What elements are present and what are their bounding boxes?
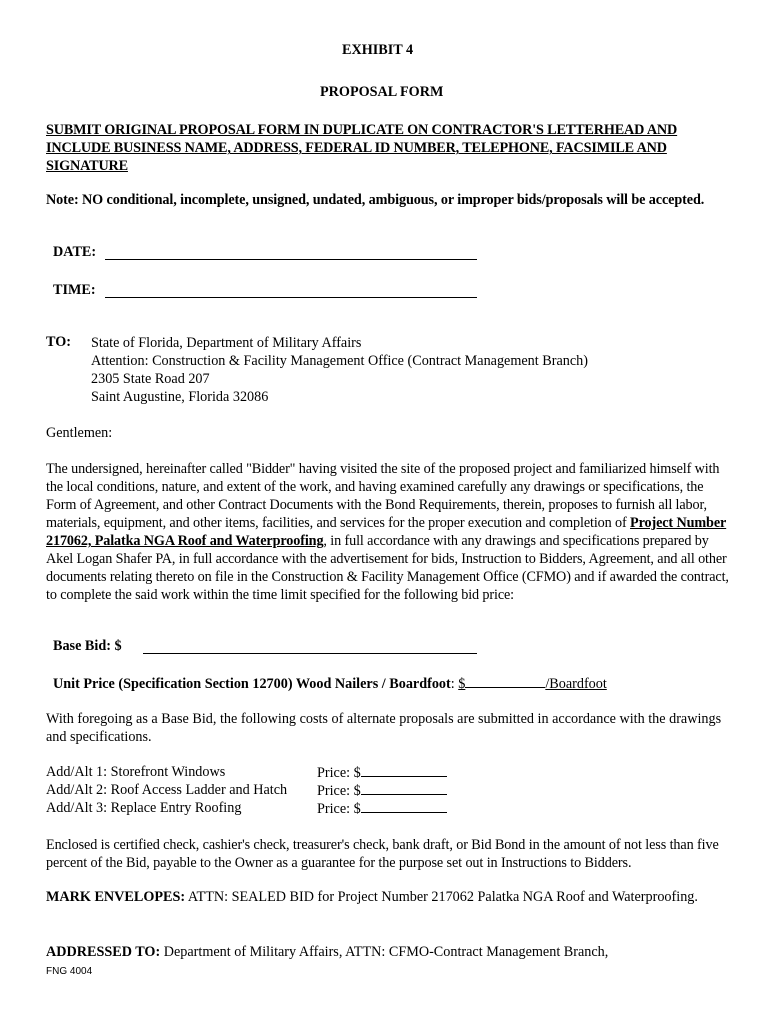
- bid-acceptance-note: Note: NO conditional, incomplete, unsigned, undated, ambiguous, or improper bids/proposals will be accepted.: [46, 192, 705, 208]
- alternate-2-price-field[interactable]: [361, 782, 447, 795]
- time-field[interactable]: [105, 297, 477, 298]
- form-number: FNG 4004: [46, 966, 93, 977]
- date-field[interactable]: [105, 259, 477, 260]
- alternate-2-price: [317, 782, 447, 800]
- addressed-to: [46, 943, 736, 961]
- unit-price-field[interactable]: [465, 675, 545, 688]
- proposal-form-title: PROPOSAL FORM: [320, 84, 444, 100]
- to-label: TO:: [46, 334, 71, 350]
- addressed-to-label: ADDRESSED TO:: [46, 944, 161, 960]
- salutation: Gentlemen:: [46, 425, 113, 441]
- base-bid-label: Base Bid: $: [53, 638, 122, 654]
- alternate-1-price-field[interactable]: [361, 764, 447, 777]
- alternate-1-name: Add/Alt 1: Storefront Windows: [46, 764, 226, 780]
- date-label: DATE:: [53, 244, 97, 260]
- submission-instruction: SUBMIT ORIGINAL PROPOSAL FORM IN DUPLICATE ON CONTRACTOR'S LETTERHEAD AND INCLUDE BUSINESS NAME, ADDRESS, FEDERAL ID NUMBER, TELEPHONE, FACSIMILE AND SIGNATURE: [46, 122, 678, 174]
- address-line-4: Saint Augustine, Florida 32086: [91, 389, 269, 405]
- address-line-1: State of Florida, Department of Military Affairs: [91, 335, 362, 351]
- alternates-intro: With foregoing as a Base Bid, the following costs of alternate proposals are submitted in accordance with the drawings and specifications.: [46, 711, 722, 745]
- unit-price-colon: :: [450, 676, 459, 692]
- alternate-2-name: Add/Alt 2: Roof Access Ladder and Hatch: [46, 782, 288, 798]
- alternate-1-price: [317, 764, 447, 782]
- address-line-3: 2305 State Road 207: [91, 371, 210, 387]
- exhibit-heading: EXHIBIT 4: [342, 42, 414, 58]
- unit-price-currency: $: [458, 676, 466, 692]
- mark-envelopes-label: MARK ENVELOPES:: [46, 889, 186, 905]
- bidder-statement-part-1: The undersigned, hereinafter called "Bidder" having visited the site of the proposed project and familiarized himself with the local conditions, nature, and extent of the work, and having examined carefully any drawings or specifications, the Form of Agreement, and other Contract Documents with the Bond Requirements, therein, proposes to furnish all labor, materials, equipment, and other items, facilities, and services for the proper execution and completion of: [46, 461, 720, 531]
- address-line-2: Attention: Construction & Facility Management Office (Contract Management Branch): [91, 353, 588, 369]
- alternate-3-price-field[interactable]: [361, 800, 447, 813]
- unit-price-suffix: /Boardfoot: [545, 676, 607, 692]
- base-bid-field[interactable]: [143, 653, 477, 654]
- time-label: TIME:: [53, 282, 96, 298]
- alternate-3-price: [317, 800, 447, 818]
- alternate-2-price-label: Price: $: [317, 783, 361, 799]
- addressed-to-text: Department of Military Affairs, ATTN: CFMO-Contract Management Branch,: [160, 944, 609, 960]
- bidder-statement-part-2: , in full accordance with any drawings and specifications prepared by Akel Logan Shafer PA, in full accordance with the advertisement for bids, Instruction to Bidders, Agreement, and all other documents relating thereto on file in the Construction & Facility Management Office (CFMO) and if awarded the contract, to complete the said work within the time limit specified for the following bid price:: [46, 533, 729, 603]
- bidder-statement: [46, 460, 736, 604]
- alternate-1-price-label: Price: $: [317, 765, 361, 781]
- project-name: Project Number 217062, Palatka NGA Roof and Waterproofing: [46, 515, 727, 549]
- alternate-3-name: Add/Alt 3: Replace Entry Roofing: [46, 800, 242, 816]
- alternate-3-price-label: Price: $: [317, 801, 361, 817]
- unit-price-label: Unit Price (Specification Section 12700) Wood Nailers / Boardfoot: [53, 676, 451, 692]
- bid-security-statement: Enclosed is certified check, cashier's check, treasurer's check, bank draft, or Bid Bond in the amount of not less than five percent of the Bid, payable to the Owner as a guarantee for the purpose set out in Instructions to Bidders.: [46, 837, 719, 871]
- mark-envelopes: [46, 888, 736, 906]
- unit-price-row: [53, 675, 607, 693]
- mark-envelopes-text: ATTN: SEALED BID for Project Number 217062 Palatka NGA Roof and Waterproofing.: [185, 889, 698, 905]
